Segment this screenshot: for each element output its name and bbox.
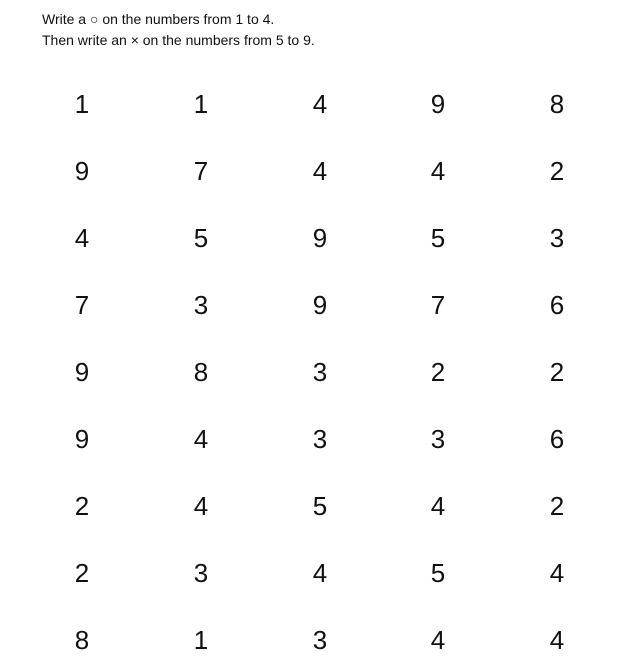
number-cell[interactable]: 4: [430, 156, 446, 186]
number-cell[interactable]: 3: [312, 424, 328, 454]
number-cell[interactable]: 4: [312, 558, 328, 588]
number-cell[interactable]: 4: [430, 625, 446, 655]
number-cell[interactable]: 7: [430, 290, 446, 320]
number-cell[interactable]: 4: [74, 223, 90, 253]
number-cell[interactable]: 2: [74, 558, 90, 588]
number-cell[interactable]: 9: [74, 156, 90, 186]
number-cell[interactable]: 4: [193, 424, 209, 454]
number-cell[interactable]: 4: [549, 558, 565, 588]
number-cell[interactable]: 2: [74, 491, 90, 521]
number-cell[interactable]: 5: [430, 558, 446, 588]
number-cell[interactable]: 3: [193, 290, 209, 320]
number-cell[interactable]: 8: [549, 89, 565, 119]
number-cell[interactable]: 9: [74, 424, 90, 454]
number-cell[interactable]: 7: [74, 290, 90, 320]
number-cell[interactable]: 3: [549, 223, 565, 253]
number-cell[interactable]: 3: [312, 625, 328, 655]
number-cell[interactable]: 6: [549, 290, 565, 320]
number-cell[interactable]: 7: [193, 156, 209, 186]
number-cell[interactable]: 9: [312, 290, 328, 320]
instruction-line-cross: Then write an × on the numbers from 5 to 9.: [42, 32, 315, 48]
number-cell[interactable]: 4: [193, 491, 209, 521]
number-cell[interactable]: 8: [193, 357, 209, 387]
number-cell[interactable]: 9: [430, 89, 446, 119]
number-cell[interactable]: 2: [430, 357, 446, 387]
number-cell[interactable]: 4: [549, 625, 565, 655]
number-cell[interactable]: 3: [312, 357, 328, 387]
number-cell[interactable]: 1: [193, 625, 209, 655]
number-cell[interactable]: 3: [430, 424, 446, 454]
number-cell[interactable]: 5: [312, 491, 328, 521]
instruction-line-circle: Write a ○ on the numbers from 1 to 4.: [42, 11, 275, 27]
number-cell[interactable]: 2: [549, 491, 565, 521]
number-cell[interactable]: 2: [549, 156, 565, 186]
number-cell[interactable]: 2: [549, 357, 565, 387]
number-cell[interactable]: 8: [74, 625, 90, 655]
number-cell[interactable]: 4: [430, 491, 446, 521]
number-cell[interactable]: 6: [549, 424, 565, 454]
number-cell[interactable]: 5: [430, 223, 446, 253]
number-cell[interactable]: 3: [193, 558, 209, 588]
number-cell[interactable]: 4: [312, 156, 328, 186]
number-cell[interactable]: 4: [312, 89, 328, 119]
number-cell[interactable]: 5: [193, 223, 209, 253]
number-cell[interactable]: 9: [312, 223, 328, 253]
number-cell[interactable]: 1: [193, 89, 209, 119]
number-cell[interactable]: 9: [74, 357, 90, 387]
number-cell[interactable]: 1: [74, 89, 90, 119]
